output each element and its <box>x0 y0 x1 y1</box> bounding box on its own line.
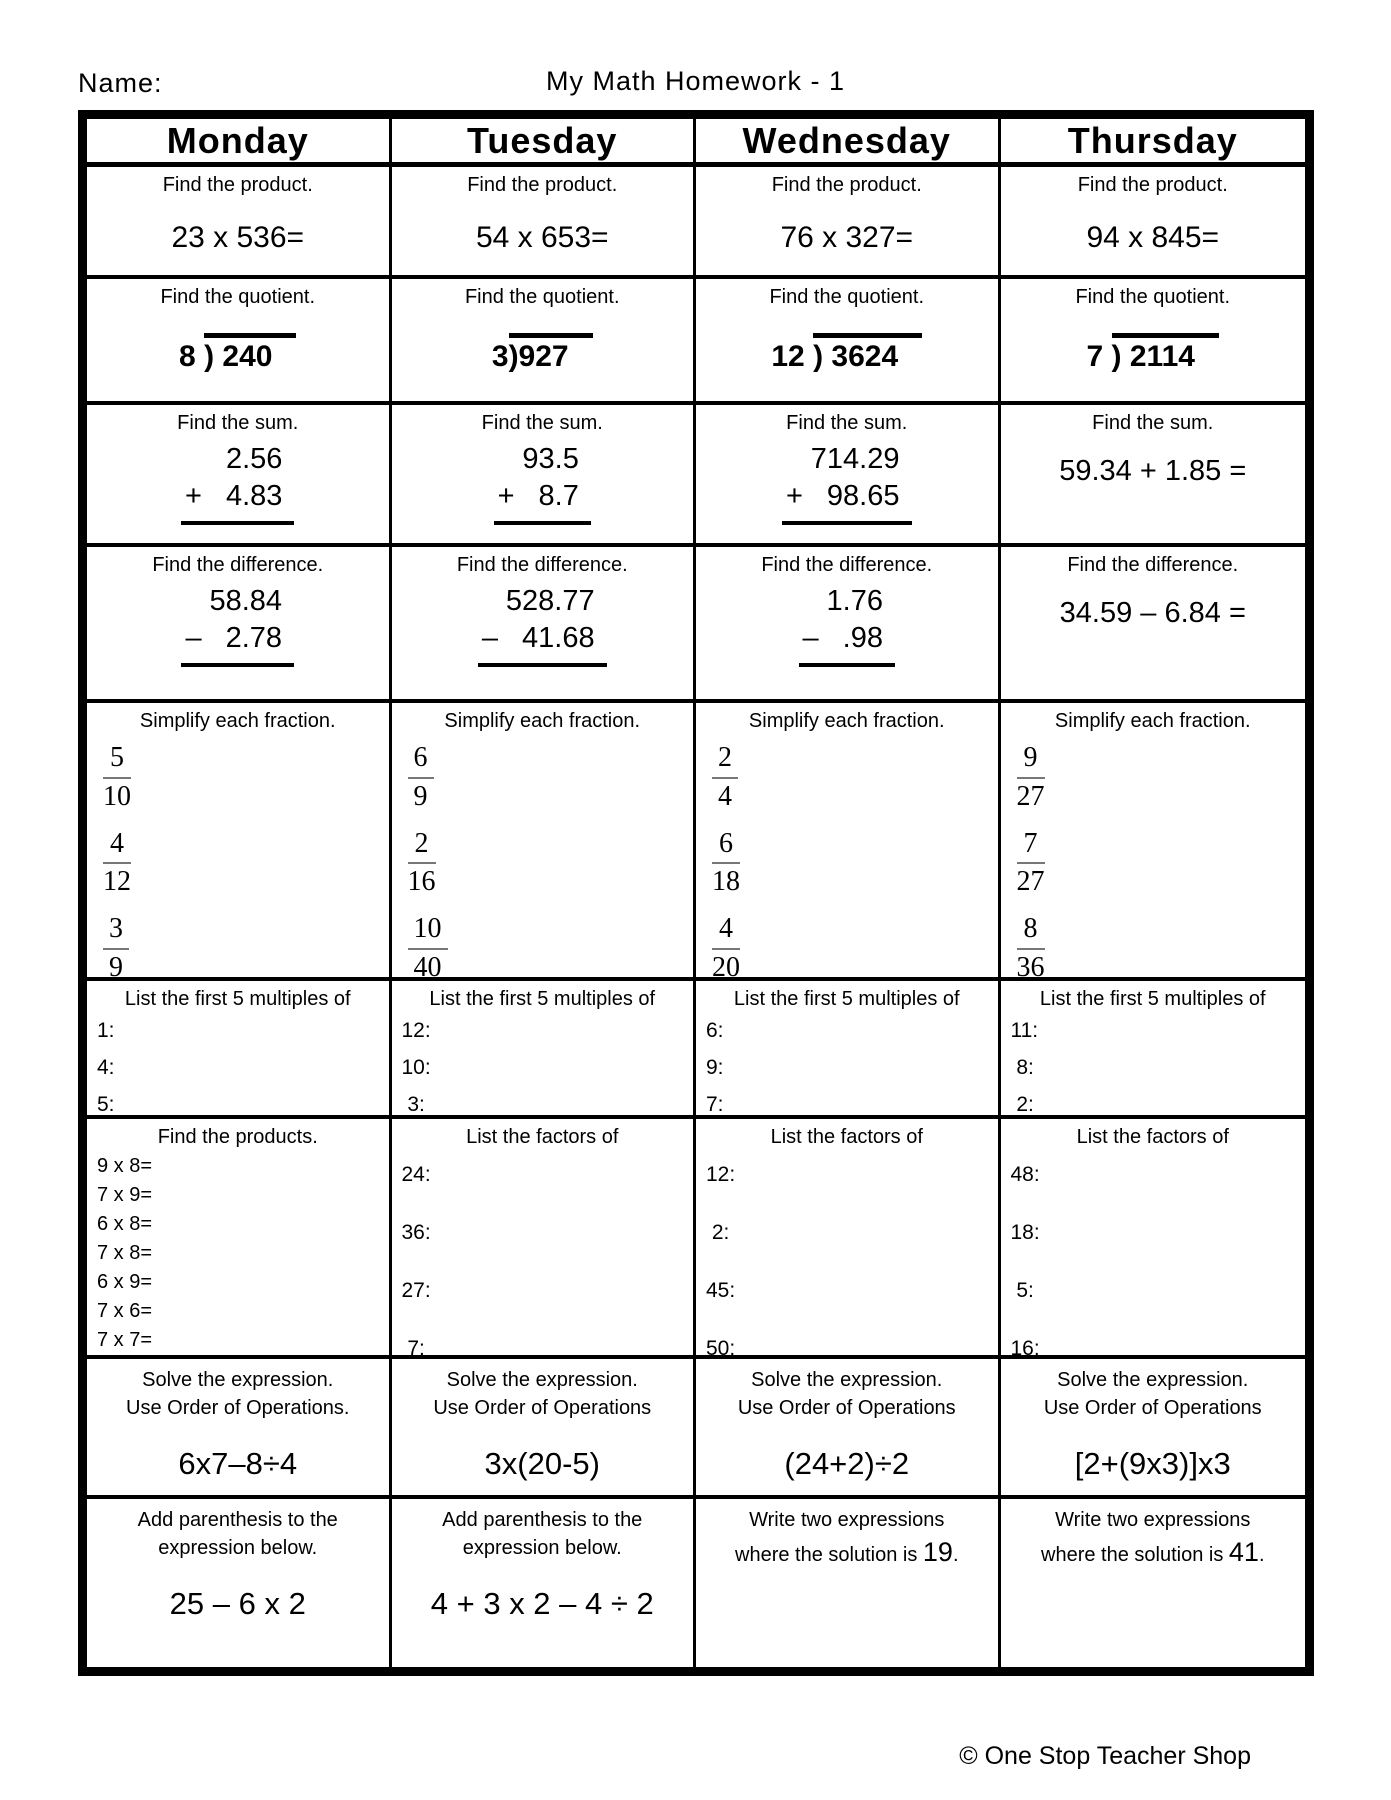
denominator: 12 <box>103 866 131 898</box>
expression-cell-thursday <box>1001 1359 1306 1495</box>
product-row <box>87 167 1305 279</box>
problem: 59.34 + 1.85 = <box>1059 455 1247 487</box>
numerator: 7 <box>1017 829 1045 865</box>
expression-row <box>87 1359 1305 1499</box>
prompt-line1: Write two expressions <box>749 1509 945 1531</box>
simplify-cell-wednesday <box>696 703 1001 977</box>
numerator: 4 <box>712 914 740 950</box>
product-cell-monday <box>87 167 392 275</box>
numerator: 5 <box>103 743 131 779</box>
problem-prompt: Find the difference. <box>456 554 628 576</box>
problem: (24+2)÷2 <box>784 1446 910 1481</box>
numerator: 2 <box>408 829 436 865</box>
problem <box>392 443 694 525</box>
problem-prompt: Simplify each fraction. <box>748 710 945 732</box>
list-item: 6: <box>706 1019 724 1042</box>
product-cell-wednesday <box>696 167 1001 275</box>
problem-prompt: Find the sum. <box>481 412 603 434</box>
multiples-cell-wednesday <box>696 981 1001 1115</box>
write-expressions-cell-thursday <box>1001 1499 1306 1667</box>
fraction <box>712 743 738 813</box>
numerator: 8 <box>1017 914 1045 950</box>
prompt-line1: Write two expressions <box>1055 1509 1251 1531</box>
fraction <box>1017 914 1045 977</box>
problem-prompt <box>1001 1499 1306 1572</box>
fraction <box>408 743 434 813</box>
denominator: 4 <box>718 780 732 812</box>
day-header-tuesday: Tuesday <box>392 119 697 162</box>
problem-prompt <box>1001 1359 1306 1422</box>
list-item: 16: <box>1010 1337 1040 1355</box>
problem-prompt: Find the difference. <box>1067 554 1239 576</box>
dividend: )927 <box>509 333 593 374</box>
bottom-number: 2.78 <box>225 622 283 654</box>
list-item: 1: <box>97 1019 115 1042</box>
problem-prompt <box>87 1359 389 1422</box>
problem-prompt <box>392 1359 694 1422</box>
list-item: 9 x 8= <box>97 1155 153 1177</box>
denominator: 36 <box>1016 951 1045 977</box>
problem-prompt: Find the product. <box>162 174 313 196</box>
prompt-line1: Add parenthesis to the <box>137 1509 338 1531</box>
numerator: 6 <box>408 743 434 779</box>
list-item: 36: <box>401 1221 431 1244</box>
divisor: 7 <box>1086 340 1112 373</box>
difference-cell-thursday <box>1001 547 1306 699</box>
item-list <box>392 1011 694 1115</box>
multiples-cell-tuesday <box>392 981 697 1115</box>
name-label: Name: <box>78 68 163 98</box>
expression-cell-tuesday <box>392 1359 697 1495</box>
fraction <box>408 829 436 899</box>
problem-prompt: Find the sum. <box>786 412 908 434</box>
list-item: 11: <box>1010 1019 1039 1042</box>
fraction-list <box>87 733 389 977</box>
expression-cell-monday <box>87 1359 392 1495</box>
fraction <box>1017 743 1045 813</box>
problem <box>392 333 694 374</box>
day-header-row <box>87 119 1305 167</box>
problem: 6x7–8÷4 <box>178 1446 298 1481</box>
denominator: 18 <box>712 866 740 898</box>
problem-prompt: Find the difference. <box>761 554 933 576</box>
multiples-cell-thursday <box>1001 981 1306 1115</box>
problem: 94 x 845= <box>1086 221 1220 254</box>
divisor: 8 <box>179 340 205 373</box>
list-item: 12: <box>401 1019 431 1042</box>
fraction <box>103 743 131 813</box>
list-item: 7 x 6= <box>97 1300 153 1322</box>
multiples-cell-monday <box>87 981 392 1115</box>
problem <box>87 585 389 667</box>
list-item: 45: <box>706 1279 736 1302</box>
denominator: 20 <box>712 951 740 977</box>
problem <box>696 585 998 667</box>
prompt-line1: Solve the expression. <box>446 1369 638 1391</box>
sum-row <box>87 405 1305 547</box>
problem: 76 x 327= <box>780 221 914 254</box>
numerator: 2 <box>712 743 738 779</box>
problem-prompt <box>87 1499 389 1562</box>
sum-cell-monday <box>87 405 392 543</box>
dividend: ) 2114 <box>1112 333 1219 374</box>
problem-prompt: Find the quotient. <box>769 286 925 308</box>
fraction <box>712 829 740 899</box>
item-list <box>696 1149 998 1355</box>
difference-cell-monday <box>87 547 392 699</box>
list-item: 7: <box>401 1337 425 1355</box>
item-list <box>1001 1149 1306 1355</box>
problem-prompt: Find the quotient. <box>464 286 620 308</box>
solution-value: 19 <box>922 1537 953 1567</box>
problem-prompt: Find the difference. <box>152 554 324 576</box>
final-row <box>87 1499 1305 1667</box>
prompt-line2: where the solution is <box>735 1544 923 1566</box>
simplify-row <box>87 703 1305 981</box>
problem: 3x(20-5) <box>484 1446 600 1481</box>
item-list <box>1001 1011 1306 1115</box>
list-item: 7 x 8= <box>97 1242 153 1264</box>
divisor: 3 <box>491 340 509 373</box>
problem-prompt: Simplify each fraction. <box>444 710 641 732</box>
write-expressions-cell-wednesday <box>696 1499 1001 1667</box>
quotient-row <box>87 279 1305 405</box>
list-item: 18: <box>1010 1221 1040 1244</box>
problem: 23 x 536= <box>171 221 305 254</box>
quotient-cell-wednesday <box>696 279 1001 401</box>
difference-cell-tuesday <box>392 547 697 699</box>
problem-prompt: List the first 5 multiples of <box>1039 988 1266 1010</box>
item-list <box>392 1149 694 1355</box>
prompt-line2: Use Order of Operations <box>1043 1397 1262 1419</box>
simplify-cell-tuesday <box>392 703 697 977</box>
expression-cell-wednesday <box>696 1359 1001 1495</box>
problem: 4 + 3 x 2 – 4 ÷ 2 <box>430 1586 654 1621</box>
problem: 54 x 653= <box>475 221 609 254</box>
products-cell-monday <box>87 1119 392 1355</box>
problem <box>696 333 998 374</box>
parenthesis-cell-monday <box>87 1499 392 1667</box>
simplify-cell-monday <box>87 703 392 977</box>
problem-prompt: List the first 5 multiples of <box>429 988 656 1010</box>
denominator: 9 <box>413 780 428 812</box>
problem <box>1001 333 1306 374</box>
problem-prompt: Find the product. <box>771 174 922 196</box>
bottom-number: 98.65 <box>826 480 900 512</box>
top-number: 714.29 <box>810 443 900 475</box>
list-item: 50: <box>706 1337 736 1355</box>
difference-row <box>87 547 1305 703</box>
list-item: 6 x 9= <box>97 1271 153 1293</box>
bottom-number: 8.7 <box>538 480 579 512</box>
top-number: 93.5 <box>522 443 579 475</box>
prompt-line2: where the solution is <box>1041 1544 1229 1566</box>
list-item: 24: <box>401 1163 431 1186</box>
denominator: 27 <box>1016 866 1045 898</box>
factors-row <box>87 1119 1305 1359</box>
page-header <box>0 66 1391 108</box>
prompt-line1: Add parenthesis to the <box>442 1509 643 1531</box>
list-item: 9: <box>706 1056 724 1079</box>
operator: – <box>802 622 819 654</box>
list-item: 7 x 7= <box>97 1329 153 1351</box>
numerator: 10 <box>408 914 448 950</box>
fraction-list <box>392 733 694 977</box>
parenthesis-cell-tuesday <box>392 1499 697 1667</box>
item-list <box>87 1011 389 1115</box>
bottom-number: .98 <box>842 622 883 654</box>
top-number: 2.56 <box>225 443 283 475</box>
numerator: 9 <box>1017 743 1045 779</box>
dividend: ) 240 <box>204 333 296 374</box>
denominator: 16 <box>407 866 436 898</box>
numerator: 4 <box>103 829 131 865</box>
day-header-monday: Monday <box>87 119 392 162</box>
problem-prompt: List the first 5 multiples of <box>733 988 960 1010</box>
problem-prompt: Find the quotient. <box>1075 286 1231 308</box>
problem: 34.59 – 6.84 = <box>1059 597 1246 629</box>
fraction-list <box>1001 733 1306 977</box>
prompt-line2: expression below. <box>158 1537 318 1559</box>
factors-cell-thursday <box>1001 1119 1306 1355</box>
fraction <box>103 829 131 899</box>
problem <box>696 443 998 525</box>
list-item: 2: <box>706 1221 730 1244</box>
problem-prompt: Find the sum. <box>1092 412 1214 434</box>
simplify-cell-thursday <box>1001 703 1306 977</box>
problem-prompt <box>696 1359 998 1422</box>
numerator: 6 <box>712 829 740 865</box>
top-number: 528.77 <box>505 585 595 617</box>
quotient-cell-thursday <box>1001 279 1306 401</box>
list-item: 8: <box>1010 1056 1034 1079</box>
item-list <box>696 1011 998 1115</box>
bottom-number: 4.83 <box>225 480 283 512</box>
prompt-line2: Use Order of Operations <box>433 1397 652 1419</box>
product-cell-tuesday <box>392 167 697 275</box>
bottom-number: 41.68 <box>522 622 595 654</box>
multiples-row <box>87 981 1305 1119</box>
copyright-text: © One Stop Teacher Shop <box>959 1742 1251 1770</box>
factors-cell-tuesday <box>392 1119 697 1355</box>
fraction <box>712 914 740 977</box>
problem <box>87 443 389 525</box>
problem <box>87 333 389 374</box>
problem-prompt: Simplify each fraction. <box>1054 710 1251 732</box>
day-header-wednesday: Wednesday <box>696 119 1001 162</box>
prompt-line2: Use Order of Operations. <box>126 1397 350 1419</box>
quotient-cell-tuesday <box>392 279 697 401</box>
dividend: ) 3624 <box>813 333 922 374</box>
list-item: 5: <box>1010 1279 1034 1302</box>
quotient-cell-monday <box>87 279 392 401</box>
problem <box>392 585 694 667</box>
operator: – <box>481 622 499 654</box>
item-list <box>87 1149 389 1351</box>
problem-prompt: Find the product. <box>1077 174 1228 196</box>
fraction <box>408 914 448 977</box>
fraction <box>103 914 129 977</box>
problem-prompt: Find the products. <box>157 1126 318 1148</box>
difference-cell-wednesday <box>696 547 1001 699</box>
day-header-thursday: Thursday <box>1067 119 1238 161</box>
list-item: 10: <box>401 1056 431 1079</box>
denominator: 40 <box>413 951 442 977</box>
sum-cell-thursday <box>1001 405 1306 543</box>
homework-table <box>78 110 1314 1676</box>
list-item: 4: <box>97 1056 115 1079</box>
problem-prompt: List the factors of <box>466 1126 619 1148</box>
solution-value: 41 <box>1228 1537 1259 1567</box>
operator: + <box>785 480 803 512</box>
list-item: 27: <box>401 1279 431 1302</box>
product-cell-thursday <box>1001 167 1306 275</box>
operator: + <box>497 480 515 512</box>
list-item: 2: <box>1010 1093 1034 1115</box>
fraction-list <box>696 733 998 977</box>
list-item: 5: <box>97 1093 115 1115</box>
list-item: 6 x 8= <box>97 1213 153 1235</box>
page-title: My Math Homework - 1 <box>545 66 846 96</box>
denominator: 9 <box>109 951 123 977</box>
sum-cell-tuesday <box>392 405 697 543</box>
prompt-period: . <box>1258 1544 1265 1566</box>
problem-prompt: List the factors of <box>1076 1126 1229 1148</box>
divisor: 12 <box>771 340 814 373</box>
list-item: 48: <box>1010 1163 1040 1186</box>
problem-prompt: List the first 5 multiples of <box>124 988 351 1010</box>
problem-prompt: Find the product. <box>467 174 618 196</box>
problem: 25 – 6 x 2 <box>169 1586 306 1621</box>
prompt-line2: Use Order of Operations <box>737 1397 956 1419</box>
top-number: 58.84 <box>209 585 283 617</box>
problem-prompt: List the factors of <box>770 1126 923 1148</box>
prompt-line1: Solve the expression. <box>1057 1369 1249 1391</box>
denominator: 27 <box>1016 780 1045 812</box>
problem-prompt <box>696 1499 998 1572</box>
prompt-line2: expression below. <box>462 1537 622 1559</box>
fraction <box>1017 829 1045 899</box>
sum-cell-wednesday <box>696 405 1001 543</box>
top-number: 1.76 <box>826 585 883 617</box>
problem-prompt: Find the quotient. <box>160 286 316 308</box>
prompt-line1: Solve the expression. <box>142 1369 334 1391</box>
prompt-period: . <box>952 1544 959 1566</box>
problem: [2+(9x3)]x3 <box>1074 1446 1231 1481</box>
list-item: 7: <box>706 1093 724 1115</box>
list-item: 3: <box>401 1093 425 1115</box>
numerator: 3 <box>103 914 129 950</box>
denominator: 10 <box>103 780 131 812</box>
problem-prompt: Find the sum. <box>177 412 299 434</box>
list-item: 12: <box>706 1163 736 1186</box>
factors-cell-wednesday <box>696 1119 1001 1355</box>
problem-prompt: Simplify each fraction. <box>139 710 336 732</box>
operator: – <box>185 622 202 654</box>
prompt-line1: Solve the expression. <box>751 1369 943 1391</box>
list-item: 7 x 9= <box>97 1184 153 1206</box>
operator: + <box>185 480 202 512</box>
problem-prompt <box>392 1499 694 1562</box>
